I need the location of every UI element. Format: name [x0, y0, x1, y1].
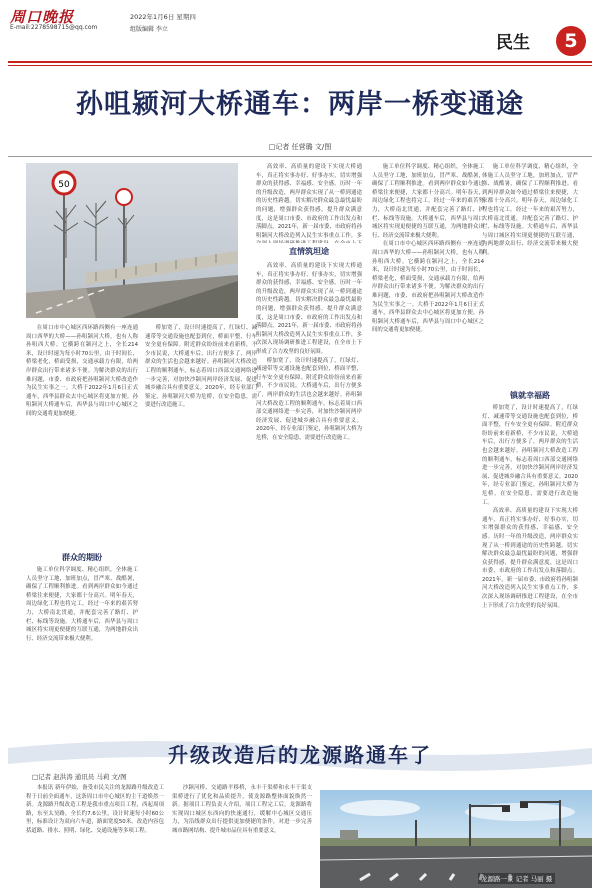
main-article-paragraph: 施工单位科学调度、精心组织，全体施工人员坚守工地，加班加点，冒严寒、战酷暑，确保了工程顺利推进。看到两岸群众如今通过桥梁往来便捷，大家都十分高兴。明年春天，周边绿化工程也将完工。经过一年来的艰苦努力，大桥南北贯通，并配套完善了路灯、护栏、标线等设施。大桥通车后，西华县与周口城区将实现更便捷的互联互通，为两地群众出行、经济交流带来极大便利。	[26, 567, 138, 642]
newspaper-logo: 周口晚报	[10, 8, 75, 26]
main-article-paragraph: 高效率、高质量的建设下实现大桥通车，真正将实事办好、好事办实，切实增强群众的获得感、幸福感、安全感。历时一年的升级改造，两岸群众实现了从一桥到通途的历史性跨越。切实解决群众最急最忧最盼的问题，增强群众获得感，提升群众满意度，这是周口市委、市政府的工作出发点和落脚点。2021年，新一届市委、市政府将孙咀颍河大桥改造列入民生实事重点工作，多次深入现场调研推进工程建设，在全市上下形成了合力攻坚的良好氛围。	[482, 508, 578, 609]
second-article-column-1	[26, 784, 164, 888]
main-article-paragraph: 桥加宽了，设计时速提高了，红绿灯、减速带等交通设施也配套到位，桥面平整，行车安全更有保障。附近群众纷纷前来看新桥，不少市民说，大桥通车后，出行方便多了，两岸群众的生活也会越来越好。孙咀颍河大桥改造工程的顺利通车，标志着周口西部交通网络进一步完善，对加快沙颍河两岸经济发展、促进城乡融合具有重要意义。2020年，经专业部门鉴定，孙咀颍河大桥为危桥，在安全隐患，需要进行改造施工。	[256, 357, 362, 441]
main-article-paragraph: 高效率、高质量的建设下实现大桥通车，真正将实事办好、好事办实，切实增强群众的获得感、幸福感、安全感。历时一年的升级改造，两岸群众实现了从一桥到通途的历史性跨越。切实解决群众最急最忧最盼的问题，增强群众获得感，提升群众满意度，这是周口市委、市政府的工作出发点和落脚点。2021年，新一届市委、市政府将孙咀颍河大桥改造列入民生实事重点工作，多	[256, 164, 362, 239]
second-article-byline: □记者 赵洪涛 通讯员 马莉 文/图	[32, 773, 127, 781]
masthead-editor: 组版编辑 李立	[130, 26, 168, 33]
section-name: 民生	[496, 33, 530, 53]
main-article-column-5-top	[482, 163, 578, 388]
subhead-3: 镇就幸福路	[510, 391, 550, 400]
subhead-2: 直情筑坦途	[289, 247, 329, 256]
bridge-photo	[26, 163, 238, 318]
main-headline: 孙咀颍河大桥通车：两岸一桥变通途	[76, 89, 524, 120]
road-photo-caption: 龙源路一景 记者 马丽 摄	[478, 873, 555, 884]
masthead-email: E-mail:2278598715@qq.com	[10, 24, 98, 31]
main-article-paragraph: 施工单位科学调度、精心组织，全体施工人员坚守工地，加班加点，冒严寒、战酷暑，确保了工程顺利推进。看到两岸群众如今通过桥梁往来便捷，大家都十分高兴。明年春天，周边绿化工程也将完工。经过一年来的艰苦努力，大桥南北贯通，并配套完善了路灯、护栏、标线等设施。大桥通车后，西华县与周口城区将实现更便捷的互联互通，为两地群众出行、经济交流带来极大便利。	[372, 164, 484, 239]
main-article-column-3-top	[256, 163, 362, 243]
main-article-column-3	[256, 262, 362, 724]
masthead-date: 2022年1月6日 星期四	[130, 13, 196, 21]
main-byline: □记者 任营璐 文/图	[268, 143, 332, 151]
headline-divider	[8, 156, 592, 157]
main-article-paragraph: 施工单位科学调度、精心组织，全体施工人员坚守工地，加班加点，冒严寒、战酷暑，确保了工程顺利推进。看到两岸群众如今通过桥梁往来便捷，大家都十分高兴。明年春天，周边绿化工程也将完工。经过一年来的艰苦努力，大桥南北贯通，并配套完善了路灯、护栏、标线等设施。大桥通车后，西华县与周口城区将实现更便捷的互联互通，为两地群众出行、经济交流带来极大便利。	[482, 164, 578, 256]
second-article-paragraph: 沙颍河桥、交通路平移桥，永丰干渠桥和永丰干渠支渠桥进行了优化和品质提升，使龙源路整体面貌焕然一新。据项目工程负责人介绍，项目工程完工后，龙源路将实现周口城区东西向的快速通行，缓解中心城区交通压力，为沿线群众出行提供更加便捷的条件，对进一步完善城市路网结构、提升城市品位具有重要意义。	[172, 785, 312, 834]
second-article-paragraph: 本报讯 新年伊始，备受市民关注的龙源路升级改造工程于日前全面通车，这条周口市中心城区的主干道焕然一新。龙源路升级改造工程是我市重点项目工程，西起周项路，东至太昊路，全长约7.6公里，设计时速每小时60公里，标准设计为双向六车道，路面宽度50米。改造内容包括道路、排水、照明、绿化、交通设施等多项工程。	[26, 785, 164, 834]
main-article-column-4	[372, 163, 484, 563]
main-article-paragraph: 在周口市中心城区西环路西侧有一座连通周口西华的大桥——孙咀颍河大桥，也有人称孙咀西大桥。它横跨在颍河之上，全长214米，设计时速为每小时70公里，由于时间长，桥梁老化，桥面受损，交通承载力有限，给两岸群众出行带来诸多不便。为解决群众的出行难问题，市委、市政府把孙咀颍河大桥改造作为民生实事之一。大桥于2022年1月6日正式通车，西华县群众去中心城区将更加方便。孙咀颍河大桥通车后，西华县与周口中心城区之间的交通将更加便捷。	[372, 241, 484, 334]
page-number-badge: 5	[556, 26, 586, 56]
subhead-1: 群众的期盼	[62, 553, 102, 562]
main-article-paragraph: 桥加宽了，设计时速提高了，红绿灯、减速带等交通设施也配套到位，桥面平整，行车安全更有保障。附近群众纷纷前来看新桥，不少市民说，大桥通车后，出行方便多了，两岸群众的生活也会越来越好。孙咀颍河大桥改造工程的顺利通车，标志着周口西部交通网络进一步完善，对加快沙颍河两岸经济发展、促进城乡融合具有重要意义。2020年，经专业部门鉴定，孙咀颍河大桥为危桥，在安全隐患，需要进行改造施工。	[145, 325, 257, 409]
main-article-paragraph: 高效率、高质量的建设下实现大桥通车，真正将实事办好、好事办实，切实增强群众的获得感、幸福感、安全感。历时一年的升级改造，两岸群众实现了从一桥到通途的历史性跨越。切实解决群众最急最忧最盼的问题，增强群众获得感，提升群众满意度，这是周口市委、市政府的工作出发点和落脚点。2021年，新一届市委、市政府将孙咀颍河大桥改造列入民生实事重点工作，多次深入现场调研推进工程建设，在全市上下形成了合力攻坚的良好氛围。	[256, 263, 362, 355]
main-article-column-1b	[26, 566, 138, 726]
main-article-column-2	[145, 324, 257, 724]
masthead-rule-thin	[8, 65, 592, 66]
main-article-paragraph: 在周口市中心城区西环路西侧有一座连通周口西华的大桥——孙咀颍河大桥，也有人称孙咀西大桥。它横跨在颍河之上，全长214米，设计时速为每小时70公里，由于时间长，桥梁老化，桥面受损，交通承载力有限，给两岸群众出行带来诸多不便。为解决群众的出行难问题，市委、市政府把孙咀颍河大桥改造作为民生实事之一。大桥于2022年1月6日正式通车，西华县群众去中心城区将更加方便。孙咀颍河大桥通车后，西华县与周口中心城区之间的交通将更加便捷。	[26, 325, 138, 417]
main-article-column-5	[482, 404, 578, 724]
svg-text:50: 50	[58, 180, 70, 190]
second-article-column-2	[172, 784, 312, 888]
second-article-title: 升级改造后的龙源路通车了	[168, 743, 432, 767]
masthead-rule	[8, 61, 592, 63]
main-article-paragraph: 桥加宽了，设计时速提高了，红绿灯、减速带等交通设施也配套到位，桥面平整，行车安全更有保障。附近群众纷纷前来看新桥，不少市民说，大桥通车后，出行方便多了，两岸群众的生活也会越来越好。孙咀颍河大桥改造工程的顺利通车，标志着周口西部交通网络进一步完善，对加快沙颍河两岸经济发展、促进城乡融合具有重要意义。2020年，经专业部门鉴定，孙咀颍河大桥为危桥，在安全隐患，需要进行改造施工。	[482, 405, 578, 506]
